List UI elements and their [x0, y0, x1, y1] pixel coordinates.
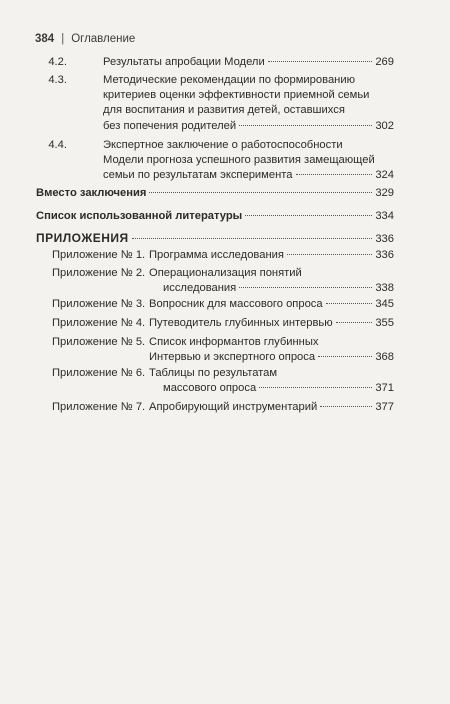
toc-page-ref: 336 [375, 249, 394, 261]
toc-entry-4-2 [48, 55, 394, 70]
leader-dots [318, 356, 372, 357]
toc-page-ref: 302 [375, 119, 394, 132]
appendix-prefix: Приложение № 6. [52, 367, 146, 379]
toc-appendix-1 [52, 248, 394, 263]
toc-page-ref: 334 [375, 210, 394, 222]
toc-entry-4-3 [48, 73, 394, 134]
appendix-prefix: Приложение № 7. [52, 401, 146, 413]
appendix-title: исследования [163, 282, 237, 295]
leader-dots [296, 174, 373, 175]
toc-page-ref: 338 [375, 282, 394, 295]
toc-appendix-4 [52, 316, 394, 331]
toc-entry-line: Экспертное заключение о работоспособности [103, 139, 343, 151]
toc-entry-line: для воспитания и развития детей, оставшихся [103, 104, 345, 117]
appendix-prefix: Приложение № 3. [52, 298, 146, 310]
appendix-prefix: Приложение № 2. [52, 267, 146, 279]
leader-dots [268, 61, 373, 62]
appendix-title: Вопросник для массового опроса [149, 298, 323, 310]
toc-appendix-5 [52, 335, 394, 365]
toc-page-ref: 329 [375, 187, 394, 199]
appendix-title: Список информантов глубинных [149, 336, 319, 348]
leader-dots [239, 125, 372, 126]
toc-entry-title: Результаты апробации Модели [103, 56, 265, 68]
toc-page-ref: 336 [375, 233, 394, 245]
toc-page-ref: 324 [375, 169, 394, 182]
toc-entry-number: 4.3. [48, 74, 67, 86]
appendix-title: Операционализация понятий [149, 267, 302, 279]
appendix-prefix: Приложение № 5. [52, 336, 146, 348]
leader-dots [287, 254, 372, 255]
appendix-prefix: Приложение № 1. [52, 249, 146, 261]
appendix-title: массового опроса [163, 382, 257, 395]
toc-page-ref: 368 [375, 351, 394, 364]
toc-section-title: ПРИЛОЖЕНИЯ [36, 231, 129, 245]
toc-appendix-6 [52, 366, 394, 396]
page-number: 384 [35, 33, 55, 45]
toc-page-ref: 355 [375, 317, 394, 329]
toc-entry-line: критериев оценки эффективности приемной семьи [103, 89, 370, 102]
toc-entry-number: 4.4. [48, 139, 67, 151]
appendix-title: Путеводитель глубинных интервью [149, 317, 333, 329]
appendix-title: Программа исследования [149, 249, 284, 261]
toc-page-ref: 269 [375, 56, 394, 68]
toc-section-appendices [36, 231, 394, 247]
leader-dots [336, 322, 373, 323]
toc-page-ref: 371 [375, 382, 394, 395]
leader-dots [245, 215, 372, 216]
header-separator: | [61, 33, 65, 45]
leader-dots [239, 287, 372, 288]
appendix-title: Таблицы по результатам [149, 367, 278, 379]
toc-appendix-2 [52, 266, 394, 296]
header-title: Оглавление [71, 33, 136, 45]
toc-entry-line: семьи по результатам эксперимента [103, 169, 293, 182]
leader-dots [132, 238, 373, 239]
leader-dots [259, 387, 372, 388]
toc-section-references [36, 209, 394, 224]
appendix-title: Апробирующий инструментарий [149, 401, 318, 413]
toc-entry-4-4 [48, 138, 394, 184]
toc-page-ref: 377 [375, 401, 394, 413]
running-header [35, 33, 135, 45]
appendix-title: Интервью и экспертного опроса [149, 351, 316, 364]
toc-section-title: Список использованной литературы [36, 210, 243, 222]
leader-dots [326, 303, 373, 304]
toc-section-title: Вместо заключения [36, 187, 147, 199]
toc-entry-line: Модели прогноза успешного развития замещающей [103, 154, 375, 167]
toc-entry-number: 4.2. [48, 56, 67, 68]
leader-dots [320, 406, 372, 407]
toc-appendix-7 [52, 400, 394, 415]
toc-section-conclusion [36, 186, 394, 201]
toc-entry-line: Методические рекомендации по формированию [103, 74, 355, 86]
toc-page-ref: 345 [375, 298, 394, 310]
toc-appendix-3 [52, 297, 394, 312]
toc-entry-line: без попечения родителей [103, 119, 237, 132]
appendix-prefix: Приложение № 4. [52, 317, 146, 329]
leader-dots [149, 192, 372, 193]
